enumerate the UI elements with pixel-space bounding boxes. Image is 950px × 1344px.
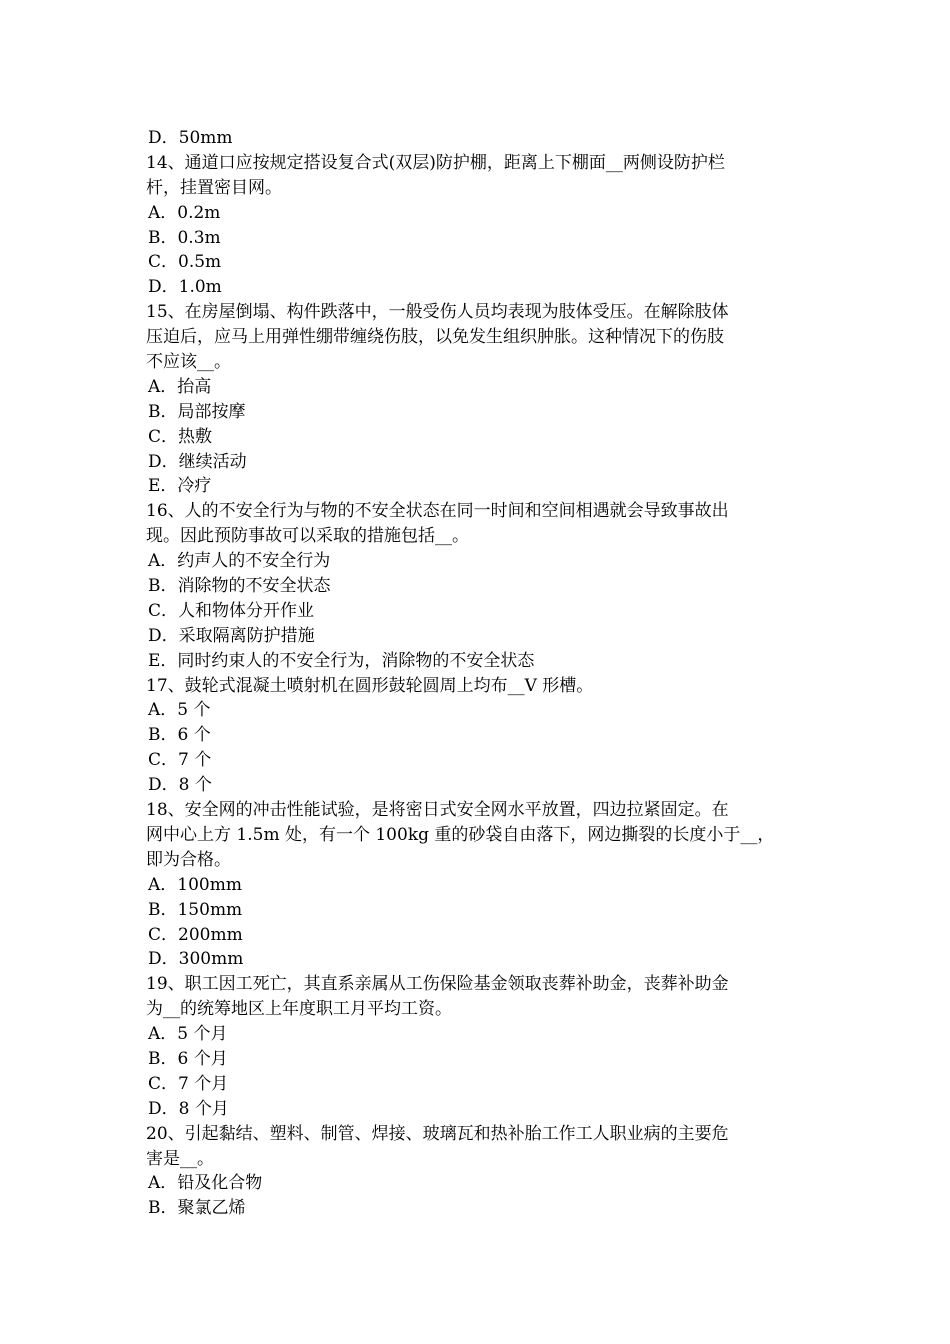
question-text-line: 现。因此预防事故可以采取的措施包括__。: [146, 526, 469, 547]
answer-option-line: B．局部按摩: [148, 401, 246, 422]
question-text-line: 即为合格。: [146, 849, 231, 870]
answer-option-line: C．7 个: [148, 750, 212, 771]
answer-option-line: C．人和物体分开作业: [148, 600, 315, 621]
answer-option-line: C．7 个月: [148, 1073, 229, 1094]
question-text-line: 15、在房屋倒塌、构件跌落中，一般受伤人员均表现为肢体受压。在解除肢体: [146, 302, 729, 323]
question-text-line: 害是__。: [146, 1148, 214, 1169]
question-text-line: 20、引起黏结、塑料、制管、焊接、玻璃瓦和热补胎工作工人职业病的主要危: [146, 1123, 729, 1144]
answer-option-line: E．同时约束人的不安全行为，消除物的不安全状态: [148, 650, 535, 671]
question-text-line: 19、职工因工死亡，其直系亲属从工伤保险基金领取丧葬补助金，丧葬补助金: [146, 974, 729, 995]
answer-option-line: A．约声人的不安全行为: [148, 551, 331, 572]
answer-option-line: B．0.3m: [148, 227, 221, 248]
answer-option-line: A．5 个月: [148, 1024, 228, 1045]
answer-option-line: C．200mm: [148, 924, 243, 945]
answer-option-line: A．100mm: [148, 874, 242, 895]
answer-option-line: A．0.2m: [148, 202, 221, 223]
answer-option-line: B．6 个: [148, 725, 211, 746]
question-text-line: 14、通道口应按规定搭设复合式(双层)防护棚，距离上下棚面__两侧设防护栏: [146, 152, 725, 173]
question-text-line: 16、人的不安全行为与物的不安全状态在同一时间和空间相遇就会导致事故出: [146, 501, 729, 522]
answer-option-line: D．8 个月: [148, 1098, 229, 1119]
answer-option-line: D．50mm: [148, 128, 233, 148]
question-text-line: 网中心上方 1.5m 处，有一个 100kg 重的砂袋自由落下，网边撕裂的长度小于__，: [146, 824, 775, 845]
answer-option-line: B．150mm: [148, 899, 243, 920]
document-body: [146, 126, 826, 1221]
question-text-line: 17、鼓轮式混凝土喷射机在圆形鼓轮圆周上均布__V 形槽。: [146, 675, 594, 696]
answer-option-line: C．热敷: [148, 426, 213, 447]
answer-option-line: D．采取隔离防护措施: [148, 625, 315, 646]
answer-option-line: A．抬高: [148, 376, 212, 397]
answer-option-line: B．消除物的不安全状态: [148, 576, 331, 597]
question-text-line: 18、安全网的冲击性能试验，是将密日式安全网水平放置，四边拉紧固定。在: [146, 800, 729, 821]
question-text-line: 杆，挂置密目网。: [146, 177, 282, 198]
answer-option-line: D．继续活动: [148, 451, 247, 472]
answer-option-line: D．300mm: [148, 949, 244, 970]
question-text-line: 压迫后，应马上用弹性绷带缠绕伤肢，以免发生组织肿胀。这种情况下的伤肢: [146, 327, 724, 348]
answer-option-line: A．铅及化合物: [148, 1173, 263, 1194]
answer-option-line: A．5 个: [148, 700, 211, 721]
answer-option-line: D．1.0m: [148, 277, 222, 298]
answer-option-line: E．冷疗: [148, 476, 212, 497]
answer-option-line: B．6 个月: [148, 1048, 228, 1069]
answer-option-line: B．聚氯乙烯: [148, 1198, 246, 1219]
answer-option-line: C．0.5m: [148, 252, 222, 273]
question-text-line: 为__的统筹地区上年度职工月平均工资。: [146, 999, 452, 1020]
question-text-line: 不应该__。: [146, 352, 231, 373]
answer-option-line: D．8 个: [148, 775, 212, 796]
